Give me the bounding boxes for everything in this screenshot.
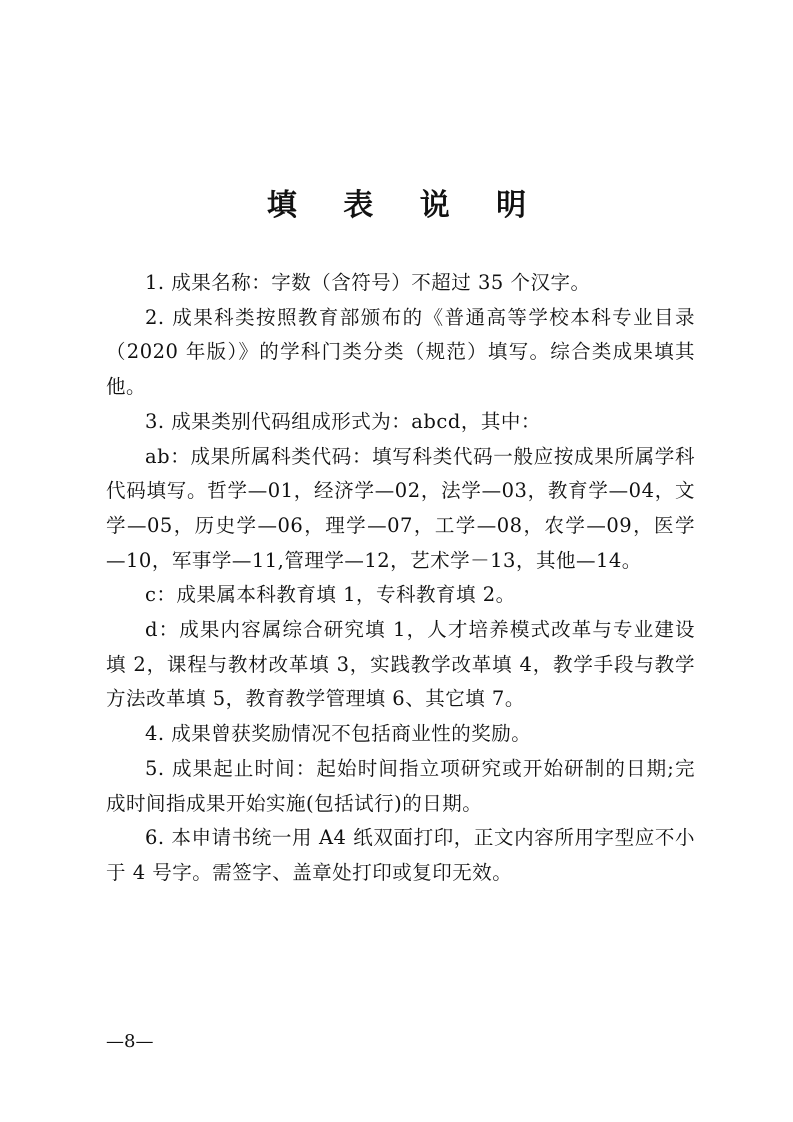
instruction-paragraph: 1. 成果名称：字数（含符号）不超过 35 个汉字。 — [145, 271, 591, 294]
page-number: —8— — [106, 1031, 154, 1052]
instruction-paragraph: 6. 本申请书统一用 A4 纸双面打印，正文内容所用字型应不小于 4 号字。需签字、盖章处打印或复印无效。 — [106, 826, 695, 884]
instruction-paragraph: 3. 成果类别代码组成形式为：abcd，其中： — [145, 409, 541, 433]
instruction-paragraph: 4. 成果曾获奖励情况不包括商业性的奖励。 — [145, 722, 532, 746]
instruction-paragraph: c：成果属本科教育填 1，专科教育填 2。 — [145, 583, 516, 607]
instruction-paragraph: d：成果内容属综合研究填 1，人才培养模式改革与专业建设填 2，课程与教材改革填 3，实践教学改革填 4，教学手段与教学方法改革填 5，教育教学管理填 6、其它填 7。 — [106, 618, 695, 711]
instruction-paragraph: 5. 成果起止时间：起始时间指立项研究或开始研制的日期;完成时间指成果开始实施(包括试行)的日期。 — [106, 756, 695, 815]
instruction-paragraph: 2. 成果科类按照教育部颁布的《普通高等学校本科专业目录（2020 年版）》的学科门类分类（规范）填写。综合类成果填其他。 — [106, 305, 695, 399]
page-title: 填 表 说 明 — [266, 188, 545, 223]
instructions-body — [106, 266, 695, 891]
instruction-paragraph: ab：成果所属科类代码：填写科类代码一般应按成果所属学科代码填写。哲学—01，经济学—02，法学—03，教育学—04，文学—05，历史学—06，理学—07，工学—08，农学—09，医学—10，军事学—11,管理学—12，艺术学－13，其他—14。 — [106, 444, 695, 572]
